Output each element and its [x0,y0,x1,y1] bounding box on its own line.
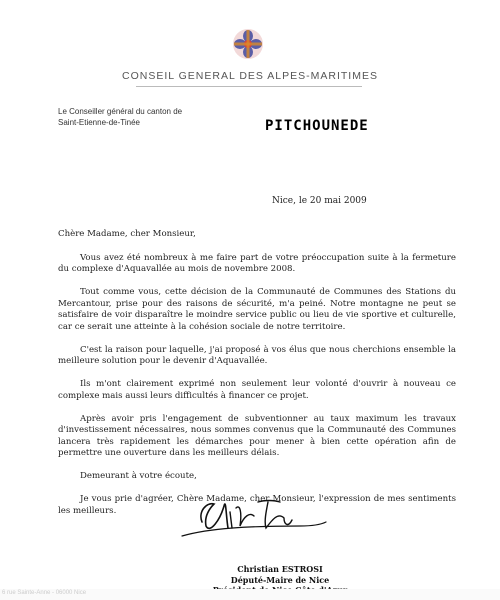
paragraph: Après avoir pris l'engagement de subventionner au taux maximum les travaux d'investissement nécessaires, nous sommes convenus que la Communauté des Communes lancera très rapidement les démarches pour mener à bien cette opération afin de permettre une ouverture dans les meilleurs délais. [58,413,456,458]
letter-date: Nice, le 20 mai 2009 [272,196,367,206]
signer-title: Député-Maire de Nice [230,574,330,585]
closing: Je vous prie d'agréer, Chère Madame, cher Monsieur, l'expression de mes sentiments les meilleurs. [58,494,456,516]
footer-text: 6 rue Sainte-Anne - 06000 Nice [2,590,87,596]
sender-block [58,106,258,128]
sender-line: Le Conseiller général du canton de [58,107,183,116]
council-divider [136,86,362,87]
closing: Demeurant à votre écoute, [80,471,197,481]
coat-of-arms-icon [230,28,266,60]
council-name: CONSEIL GENERAL DES ALPES-MARITIMES [122,70,378,82]
paragraph: Vous avez été nombreux à me faire part de votre préoccupation suite à la fermeture du complexe d'Aquavallée au mois de novembre 2008. [58,252,456,274]
handwritten-signature [180,482,330,542]
signer-name: Christian ESTROSI [237,564,323,574]
recipient-name: PITCHOUNEDE [265,118,369,134]
salutation: Chère Madame, cher Monsieur, [58,229,196,239]
sender-line: Saint-Etienne-de-Tinée [58,118,140,127]
paragraph: Ils m'ont clairement exprimé non seulement leur volonté d'ouvrir à nouveau ce complexe mais aussi leurs difficultés à financer ce projet. [58,379,456,401]
paragraph: Tout comme vous, cette décision de la Communauté de Communes des Stations du Mercantour, prise pour des raisons de sécurité, m'a peiné. Notre montagne ne peut se satisfaire de voir disparaître le moindre service public ou lieu de vie sportive et culturelle, car ce serait une atteinte à la cohésion sociale de notre territoire. [58,287,456,332]
paragraph: C'est la raison pour laquelle, j'ai proposé à vos élus que nous cherchions ensemble la meilleure solution pour le devenir d'Aquavallée. [58,344,456,366]
